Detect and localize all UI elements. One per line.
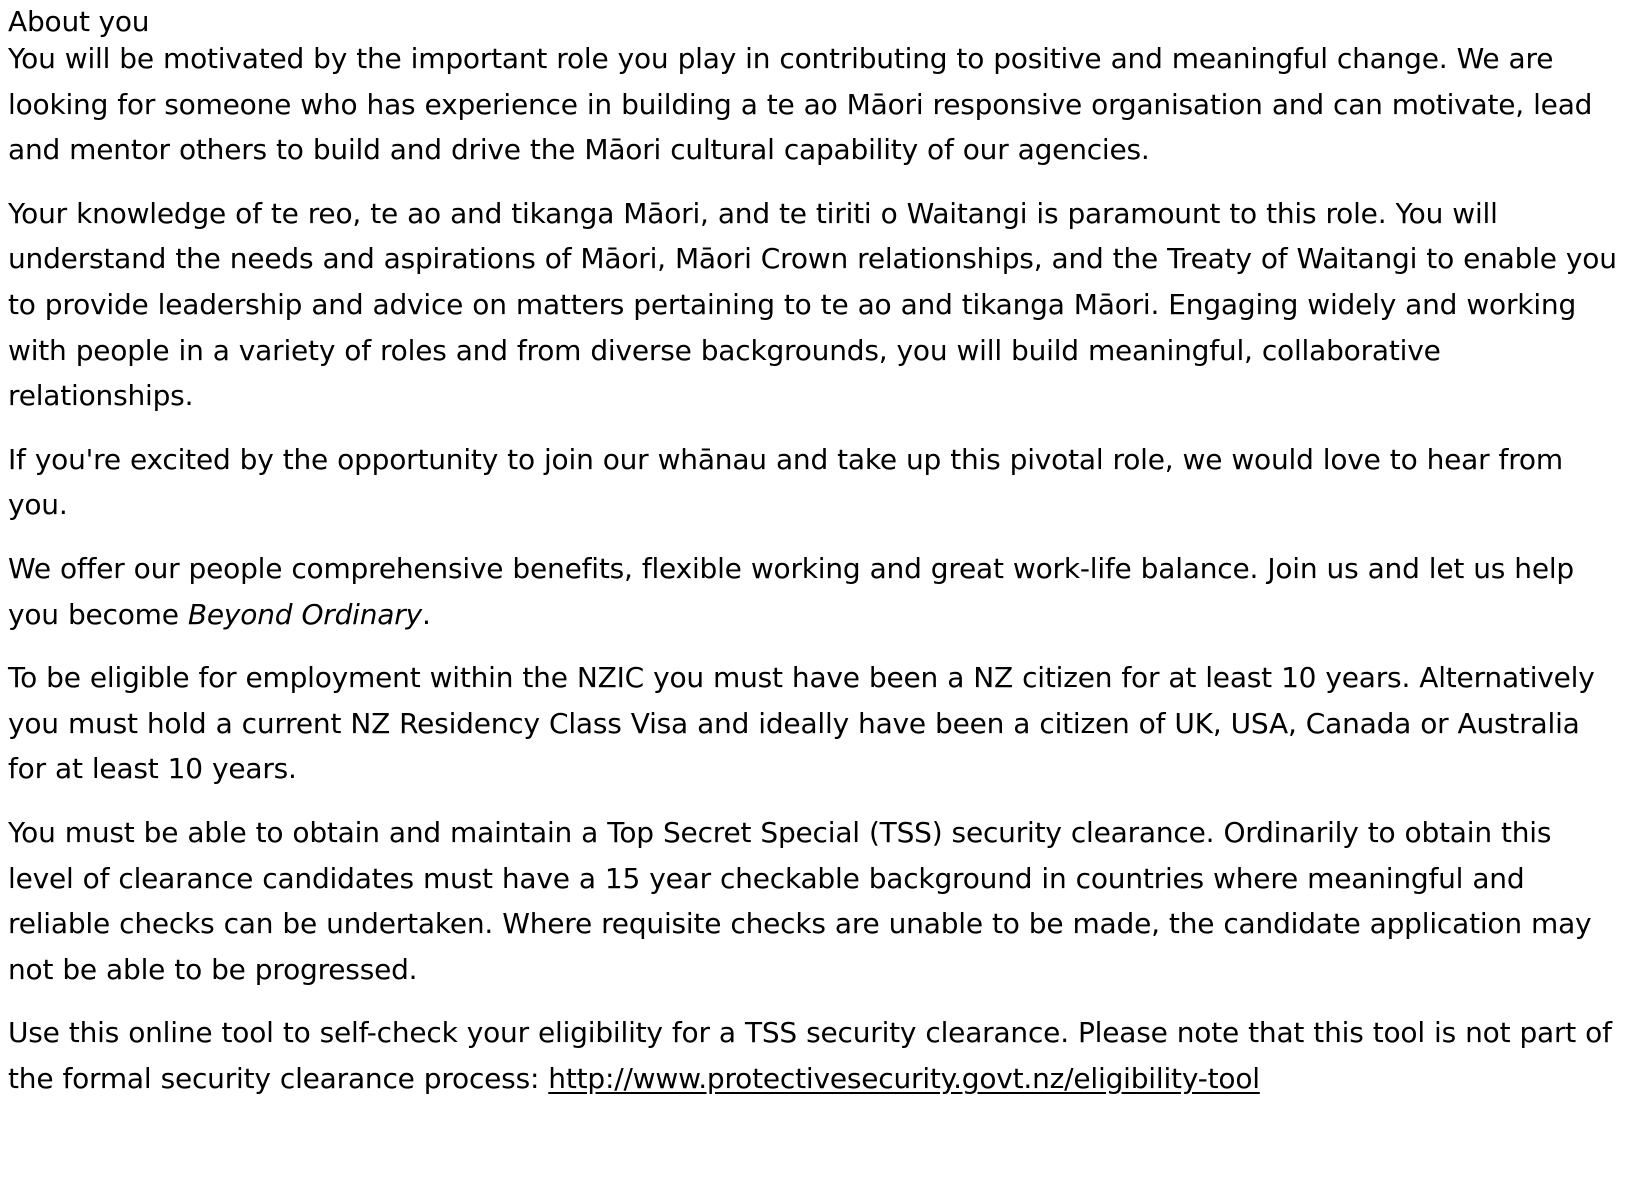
eligibility-tool-text: Use this online tool to self-check your eligibility for a TSS security clearance. Please note that this tool is not part of the formal security clearance process: [8,1016,1612,1095]
beyond-ordinary-emphasis: Beyond Ordinary [187,597,422,631]
paragraph-knowledge: Your knowledge of te reo, te ao and tikanga Māori, and te tiriti o Waitangi is paramount to this role. You will understand the needs and aspirations of Māori, Māori Crown relationships, and the Treaty of Waitangi to enable you to provide leadership and advice on matters pertaining to te ao and tikanga Māori. Engaging widely and working with people in a variety of roles and from diverse backgrounds, you will build meaningful, collaborative relationships. [8,196,1617,413]
section-heading: About you [8,5,150,38]
paragraph-role-motivation: You will be motivated by the important role you play in contributing to positive and meaningful change. We are looking for someone who has experience in building a te ao Māori responsive organisation and can motivate, lead and mentor others to build and drive the Māori cultural capability of our agencies. [8,42,1593,167]
paragraph-benefits [8,546,1622,637]
benefits-text-end: . [421,597,431,631]
paragraph-eligibility: To be eligible for employment within the NZIC you must have been a NZ citizen for at least 10 years. Alternatively you must hold a current NZ Residency Class Visa and ideally have been a citizen of UK, USA, Canada or Australia for at least 10 years. [8,661,1595,786]
eligibility-tool-link[interactable]: http://www.protectivesecurity.govt.nz/eligibility-tool [548,1061,1260,1095]
benefits-text: We offer our people comprehensive benefits, flexible working and great work-life balance. Join us and let us help you become [8,551,1574,631]
paragraph-security-clearance: You must be able to obtain and maintain a Top Secret Special (TSS) security clearance. Ordinarily to obtain this level of clearance candidates must have a 15 year checkable background in countries where meaningful and reliable checks can be undertaken. Where requisite checks are unable to be made, the candidate application may not be able to be progressed. [8,815,1592,986]
paragraph-eligibility-tool [8,1010,1622,1101]
paragraph-invitation: If you're excited by the opportunity to join our whānau and take up this pivotal role, we would love to hear from you. [8,442,1563,522]
